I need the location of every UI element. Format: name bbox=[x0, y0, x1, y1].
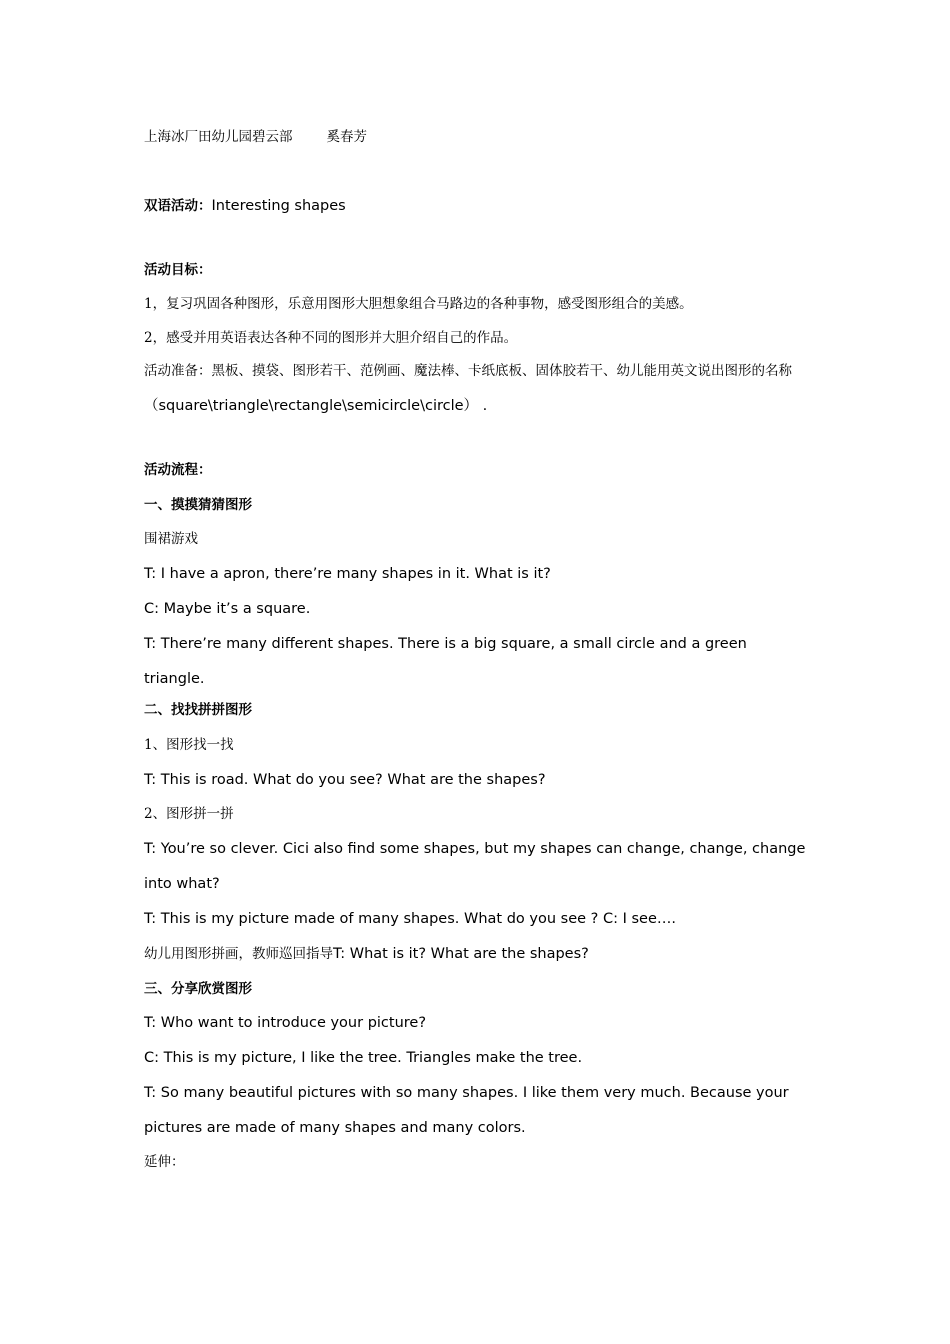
section-2-sub-2: 2、图形拼一拼 bbox=[144, 806, 234, 822]
section-1-line-1: T: I have a apron, there’re many shapes in it. What is it? bbox=[144, 566, 551, 582]
section-2-line-2b: into what? bbox=[144, 876, 220, 892]
preparation-line-1: 活动准备：黑板、摸袋、图形若干、范例画、魔法棒、卡纸底板、固体胶若干、幼儿能用英文说出图形的名称 bbox=[144, 363, 792, 379]
process-heading: 活动流程： bbox=[144, 462, 212, 478]
section-2-line-4-en: T: What is it? What are the shapes? bbox=[333, 946, 589, 962]
section-3-line-1: T: Who want to introduce your picture? bbox=[144, 1015, 427, 1031]
section-2-line-1: T: This is road. What do you see? What are the shapes? bbox=[144, 772, 546, 788]
teacher-name: 奚春芳 bbox=[326, 129, 367, 145]
section-2-line-4-cn: 幼儿用图形拼画，教师巡回指导 bbox=[144, 946, 333, 962]
activity-title bbox=[144, 196, 346, 216]
activity-title-name: Interesting shapes bbox=[211, 198, 346, 214]
section-1-title: 一、摸摸猜猜图形 bbox=[144, 497, 252, 513]
section-1-line-3a: T: There’re many different shapes. There is a big square, a small circle and a green bbox=[144, 636, 747, 652]
goal-item-1: 1，复习巩固各种图形，乐意用图形大胆想象组合马路边的各种事物，感受图形组合的美感。 bbox=[144, 296, 693, 312]
section-3-line-3a: T: So many beautiful pictures with so many shapes. I like them very much. Because your bbox=[144, 1085, 789, 1101]
school-name: 上海冰厂田幼儿园碧云部 bbox=[144, 129, 293, 145]
section-1-sub: 围裙游戏 bbox=[144, 531, 198, 547]
goals-heading: 活动目标： bbox=[144, 262, 212, 278]
activity-title-label: 双语活动： bbox=[144, 198, 212, 214]
goal-item-2: 2，感受并用英语表达各种不同的图形并大胆介绍自己的作品。 bbox=[144, 330, 518, 346]
preparation-line-2: （square\triangle\rectangle\semicircle\circle） . bbox=[144, 398, 488, 414]
header-line bbox=[144, 127, 367, 147]
section-2-line-4 bbox=[144, 944, 589, 964]
section-3-title: 三、分享欣赏图形 bbox=[144, 981, 252, 997]
section-1-line-2: C: Maybe it’s a square. bbox=[144, 601, 311, 617]
section-3-line-2: C: This is my picture, I like the tree. Triangles make the tree. bbox=[144, 1050, 583, 1066]
section-2-line-3: T: This is my picture made of many shapes. What do you see ? C: I see…. bbox=[144, 911, 676, 927]
section-1-line-3b: triangle. bbox=[144, 671, 205, 687]
section-2-title: 二、找找拼拼图形 bbox=[144, 702, 252, 718]
section-2-line-2a: T: You’re so clever. Cici also find some shapes, but my shapes can change, change, change bbox=[144, 841, 806, 857]
section-3-line-3b: pictures are made of many shapes and many colors. bbox=[144, 1120, 526, 1136]
extension-heading: 延伸： bbox=[144, 1154, 185, 1170]
section-2-sub-1: 1、图形找一找 bbox=[144, 737, 234, 753]
